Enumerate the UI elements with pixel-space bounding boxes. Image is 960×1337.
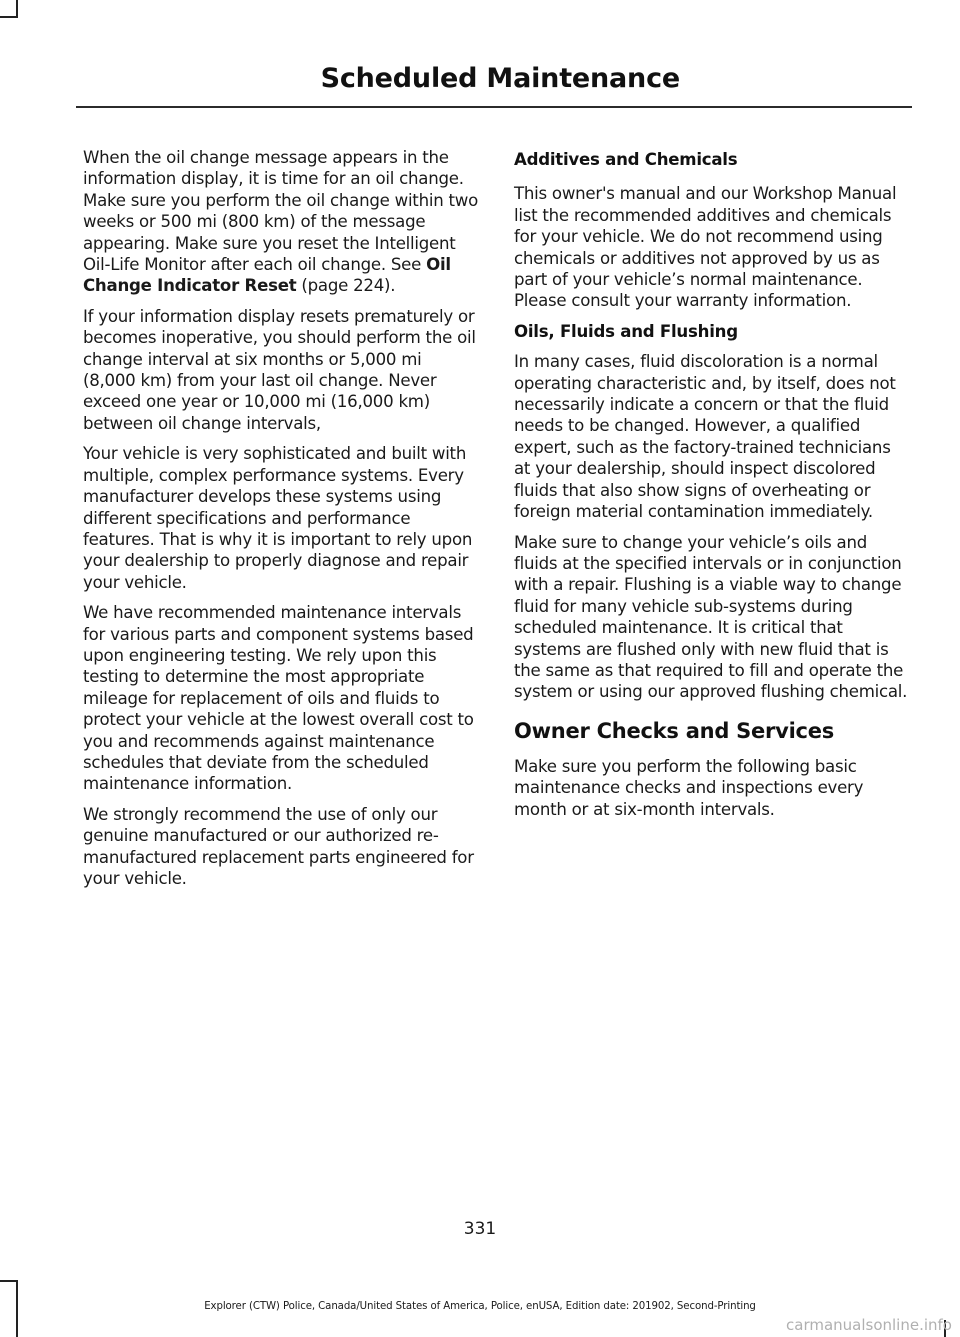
display-resets-paragraph: If your information display resets prematurely or becomes inoperative, you should perform the oil change interval at six months or 5,000 mi (8,000 km) from your last oil change. Never exceed one year or 10,000 mi (16,000 km) between oil change intervals, [83, 306, 476, 433]
additives-paragraph: This owner's manual and our Workshop Manual list the recommended additives and chemicals for your vehicle. We do not recommend using chemicals or additives not approved by us as part of your vehicle’s normal maintenance. Please consult your warranty information. [514, 184, 897, 311]
additives-heading: Additives and Chemicals [514, 150, 738, 169]
edition-footer: Explorer (CTW) Police, Canada/United States of America, Police, enUSA, Edition date: 201902, Second-Printing [204, 1301, 756, 1312]
left-column [83, 147, 478, 898]
page-number: 331 [463, 1219, 497, 1239]
watermark: carmanualsonline.info [786, 1316, 952, 1334]
crop-mark-bottom-left-horizontal [0, 1280, 18, 1282]
page-reference: (page 224). [296, 276, 396, 296]
genuine-parts-paragraph: We strongly recommend the use of only our genuine manufactured or our authorized re-manufactured replacement parts engineered for your vehicle. [83, 804, 474, 888]
oil-change-message-paragraph [83, 147, 478, 297]
right-column [514, 147, 910, 829]
flushing-paragraph: Make sure to change your vehicle’s oils and fluids at the specified intervals or in conjunction with a repair. Flushing is a viable way to change fluid for many vehicle sub-systems during scheduled maintenance. It is critical that systems are flushed only with new fluid that is the same as that required to fill and operate the system or using our approved flushing chemical. [514, 532, 908, 702]
page-title: Scheduled Maintenance [320, 63, 680, 94]
oil-change-indicator-reset-link[interactable]: Oil Change Indicator Reset [83, 255, 451, 296]
owner-checks-heading: Owner Checks and Services [514, 718, 834, 743]
oil-change-message-text: When the oil change message appears in the information display, it is time for an oil change. Make sure you perform the oil change within two weeks or 500 mi (800 km) of the message appearing. Make sure you reset the Intelligent Oil-Life Monitor after each oil change. See [83, 148, 478, 275]
owner-checks-paragraph: Make sure you perform the following basic maintenance checks and inspections every month or at six-month intervals. [514, 756, 864, 819]
oils-fluids-heading: Oils, Fluids and Flushing [514, 321, 738, 341]
recommended-intervals-paragraph: We have recommended maintenance intervals for various parts and component systems based upon engineering testing. We rely upon this testing to determine the most appropriate mileage for replacement of oils and fluids to protect your vehicle at the lowest overall cost to you and recommends against maintenance schedules that deviate from the scheduled maintenance information. [83, 603, 474, 794]
fluid-discoloration-paragraph: In many cases, fluid discoloration is a normal operating characteristic and, by itself, does not necessarily indicate a concern or that the fluid needs to be changed. However, a qualified expert, such as the factory-trained technicians at your dealership, should inspect discolored fluids that also show signs of overheating or foreign material contamination immediately. [514, 352, 896, 522]
vehicle-sophisticated-paragraph: Your vehicle is very sophisticated and built with multiple, complex performance systems. Every manufacturer develops these systems using different specifications and performance features. That is why it is important to rely upon your dealership to properly diagnose and repair your vehicle. [83, 444, 473, 592]
crop-mark-top-left-horizontal [0, 16, 18, 18]
page-header [76, 58, 912, 108]
